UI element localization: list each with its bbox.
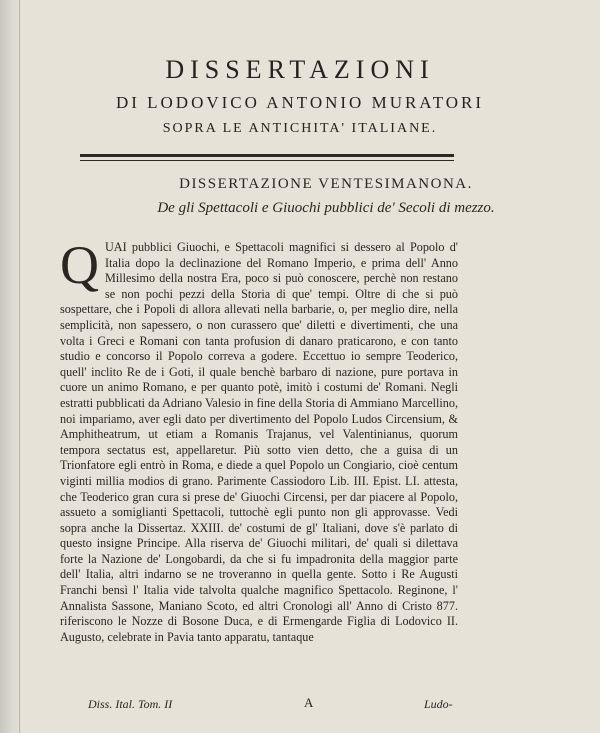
dissertation-subtitle: De gli Spettacoli e Giuochi pubblici de' Secoli di mezzo.	[157, 200, 495, 216]
catchword: Ludo-	[424, 697, 453, 711]
body-text	[60, 235, 458, 645]
subject-line: SOPRA LE ANTICHITA' ITALIANE.	[162, 121, 438, 136]
body-paragraph: UAI pubblici Giuochi, e Spettacoli magnifici si dessero al Popolo d' Italia dopo la declinazione del Romano Imperio, e prima dell' Anno Millesimo della nostra Era, poco si può conoscere, perchè non restano se non pochi pezzi della Storia di que' tempi. Oltre di che si può sospettare, che i Popoli di allora allevati nella barbarie, o, per meglio dire, nella semplicità, non sapessero, o non curassero que' diletti e divertimenti, che una volta i Greci e Romani con tanta profusion di danaro praticarono, e con tanto studio e concorso il Popolo correva a godere. Eccettuo io sempre Teoderico, quell' inclito Re de i Goti, il quale benchè barbaro di nazione, pure portava in cuore un animo Romano, e per quanto potè, imitò i costumi de' Romani. Negli estratti pubblicati da Adriano Valesio in fine della Storia di Ammiano Marcellino, noi impariamo, aver egli dato per divertimento del Popolo Ludos Circensium, & Amphitheatrum, ut etiam a Romanis Trajanus, vel Valentinianus, quorum tempora sectatus est, appellaretur. Più sotto vien detto, che a guisa di un Trionfatore egli entrò in Roma, e diede a quel Popolo un Congiario, cioè centum viginti millia modios di grano. Parimente Cassiodoro Lib. III. Epist. LI. attesta, che Teoderico gran cura si prese de' Giuochi Circensi, per dar piacere al Popolo, assueto a somiglianti Spettacoli, tuttochè egli punto non gli approvasse. Vedi sopra anche la Dissertaz. XXIII. de' costumi de gl' Italiani, dove s'è parlato di questo insigne Principe. Alla riserva de' Giuochi militari, de' quali si dilettava forte la Nazione de' Longobardi, da che si fu impadronita della maggior parte dell' Italia, altri indarno se ne troveranno in quella gente. Sotto i Re Augusti Franchi bensì l' Italia vide talvolta qualche magnifico Spettacolo. Reginone, l' Annalista Sassone, Maniano Scoto, ed altri Cronologi all' Anno di Cristo 877. riferiscono le Nozze di Bosone Duca, e di Ermengarde Figlia di Lodovico II. Augusto, celebrate in Pavia tanto apparatu, tantaque	[60, 240, 458, 644]
drop-cap: Q	[60, 235, 99, 295]
dissertation-number: DISSERTAZIONE VENTESIMANONA.	[179, 176, 473, 192]
double-rule-thick	[80, 154, 454, 157]
double-rule-thin	[80, 160, 454, 161]
volume-reference: Diss. Ital. Tom. II	[88, 697, 173, 711]
signature-mark: A	[304, 695, 314, 710]
author-line: DI LODOVICO ANTONIO MURATORI	[115, 93, 485, 112]
book-title: DISSERTAZIONI	[165, 55, 435, 84]
